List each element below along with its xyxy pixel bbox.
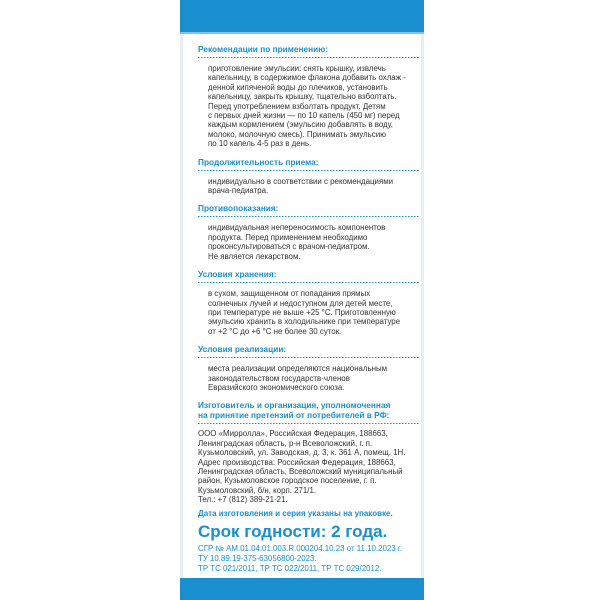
dotted-divider (198, 170, 420, 171)
top-band-line (180, 32, 424, 34)
section-heading: Условия хранения: (198, 269, 277, 280)
shelf-life: Срок годности: 2 года. (198, 521, 388, 541)
section-duration (198, 157, 420, 196)
section-sale-conditions (198, 344, 420, 392)
certificate-info: СГР № AM.01.04.01.003.R.000204.10.23 от 11.10.2023 г. ТУ 10.89.19-375-63056800-2023. ТР ТС 021/2011, ТР ТС 022/2011, ТР ТС 029/2012. (198, 543, 402, 573)
panel-left-edge (180, 0, 183, 600)
section-contraindications (198, 203, 420, 261)
section-heading: Изготовитель и организация, уполномоченная на принятие претензий от потребителей в РФ: (198, 400, 391, 421)
section-text: приготовление эмульсии: снять крышку, извлечь капельницу, в содержимое флакона добавить охлаж - денной кипяченой воды до плечиков, установить капельницу, закрыть крышку, тщательно взболтать. Перед употреблением взболтать продукт. Детям с первых дней жизни — по 10 капель (450 мг) перед каждым кормлением (эмульсию добавлять в воду, молоко, молочную смесь). Принимать эмульсию по 10 капель 4-5 раз в день. (208, 64, 406, 149)
top-blue-band (180, 0, 424, 32)
section-heading: Продолжительность приема: (198, 156, 319, 167)
package-panel (180, 0, 424, 600)
dotted-divider (198, 57, 420, 58)
date-batch-note: Дата изготовления и серия указаны на упаковке. (198, 508, 393, 518)
section-usage (198, 44, 420, 149)
section-manufacturer (198, 400, 420, 504)
section-text: в сухом, защищенном от попадания прямых солнечных лучей и недоступном для детей месте, при температуре не выше +25 °С. Приготовленную эмульсию хранить в холодильнике при температуре от +2 °С до +6 °С не более 30 суток. (208, 289, 401, 336)
dotted-divider (198, 423, 420, 424)
panel-right-edge (421, 0, 424, 600)
section-text: ООО «Мирролла», Российская Федерация, 188663, Ленинградская область, р-н Всеволожский, г. п. Кузьмоловский, ул. Заводская, д. 3, к. 361 А, помещ. 1Н. Адрес производства: Российская Федерация, 188663, Ленинградская область, Всеволожский муниципальный район, Кузьмоловское городское поселение, г. п. Кузьмоловский, б/н, корп. 271/1. Тел.: +7 (812) 389-21-21. (198, 429, 406, 505)
section-heading: Противопоказания: (198, 203, 279, 214)
section-heading: Рекомендации по применению: (198, 44, 329, 54)
section-heading: Условия реализации: (198, 344, 287, 355)
bottom-blue-band (180, 578, 424, 600)
section-storage (198, 269, 420, 336)
dotted-divider (198, 282, 420, 283)
label-content (198, 44, 420, 574)
section-text: места реализации определяются национальным законодательством государств-членов Евразийского экономического союза. (208, 364, 388, 392)
section-text: индивидуальная непереносимость компонентов продукта. Перед применением необходимо проконсультироваться с врачом-педиатром. Не является лекарством. (208, 223, 386, 261)
dotted-divider (198, 357, 420, 358)
dotted-divider (198, 216, 420, 217)
section-text: индивидуально в соответствии с рекомендациями врача-педиатра. (208, 176, 394, 196)
